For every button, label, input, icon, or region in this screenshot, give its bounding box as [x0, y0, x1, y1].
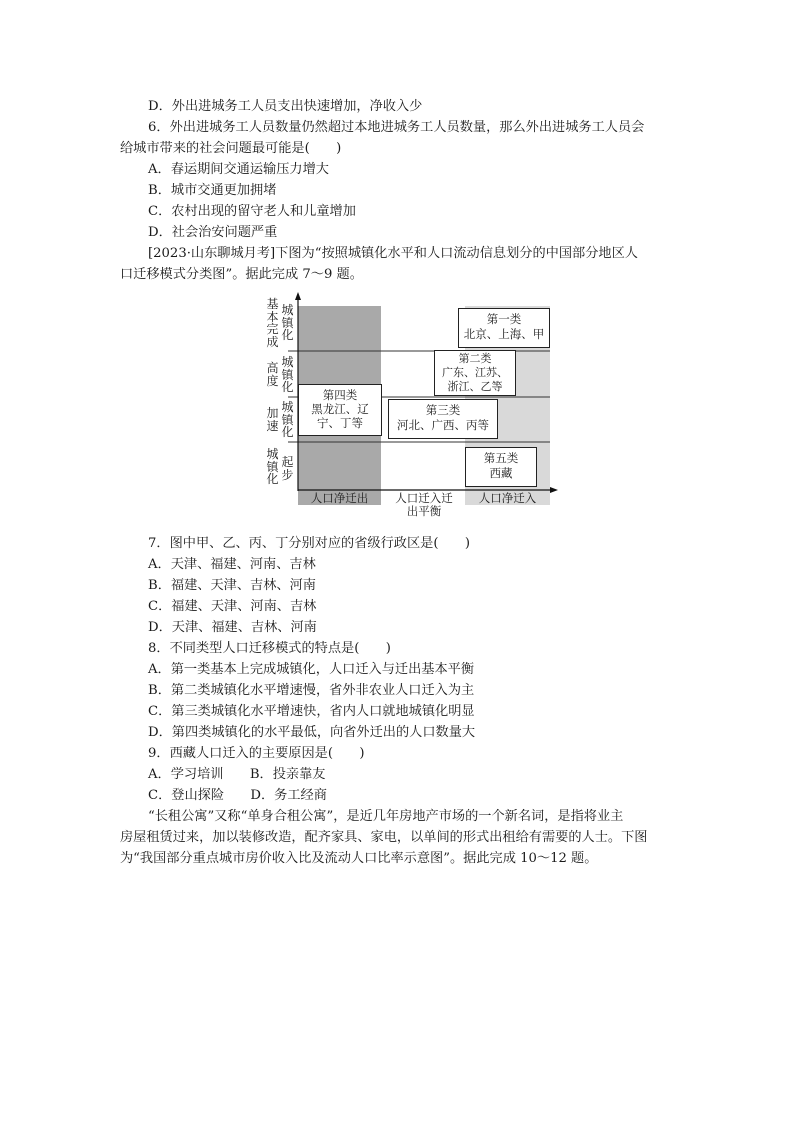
x-axis-arrow — [550, 487, 558, 493]
migration-pattern-diagram — [262, 292, 562, 524]
intro-10-12-cont2: 为“我国部分重点城市房价收入比及流动人口比率示意图”。据此完成 10～12 题。 — [120, 851, 598, 866]
option-c-q7: C．福建、天津、河南、吉林 — [148, 599, 317, 614]
option-c-q6: C．农村出现的留守老人和儿童增加 — [148, 204, 356, 219]
option-a-q6: A．春运期间交通运输压力增大 — [148, 162, 329, 177]
options-cd-q9: C．登山探险 D．务工经商 — [148, 788, 327, 803]
class-2-regions: 广东、江苏、浙江、乙等 — [442, 366, 508, 393]
class-1-box — [458, 308, 550, 348]
option-b-q7: B．福建、天津、吉林、河南 — [148, 578, 316, 593]
ylabel-inner-3: 城镇化 — [281, 400, 294, 439]
intro-10-12: “长租公寓”又称“单身合租公寓”，是近几年房地产市场的一个新名词，是指将业主 — [148, 809, 624, 824]
class-4-regions: 黑龙江、辽宁、丁等 — [311, 402, 369, 430]
ylabel-outer-3: 加速 — [266, 406, 279, 433]
class-5-regions: 西藏 — [489, 466, 513, 480]
option-a-q8: A．第一类基本上完成城镇化，人口迁入与迁出基本平衡 — [148, 662, 475, 677]
ylabel-inner-4: 起步 — [281, 455, 294, 482]
ylabel-outer-1: 基本完成 — [266, 297, 279, 349]
option-d-q6: D．社会治安问题严重 — [148, 225, 278, 240]
option-a-q7: A．天津、福建、河南、吉林 — [148, 557, 316, 572]
option-d-q8: D．第四类城镇化的水平最低，向省外迁出的人口数量大 — [148, 725, 476, 740]
class-3-regions: 河北、广西、丙等 — [397, 418, 489, 432]
question-6-stem-cont: 给城市带来的社会问题最可能是( ) — [120, 141, 342, 156]
options-ab-q9: A．学习培训 B．投亲靠友 — [148, 767, 326, 782]
xlabel-net-outflow: 人口净迁出 — [310, 491, 369, 505]
class-4-box — [298, 384, 382, 436]
option-b-q8: B．第二类城镇化水平增速慢，省外非农业人口迁入为主 — [148, 683, 475, 698]
class-4-title: 第四类 — [322, 388, 358, 402]
option-c-q8: C．第三类城镇化水平增速快，省内人口就地城镇化明显 — [148, 704, 475, 719]
class-1-title: 第一类 — [486, 312, 522, 326]
question-9-stem: 9．西藏人口迁入的主要原因是( ) — [148, 746, 365, 761]
question-7-stem: 7．图中甲、乙、丙、丁分别对应的省级行政区是( ) — [148, 536, 470, 551]
intro-7-9-cont: 口迁移模式分类图”。据此完成 7～9 题。 — [120, 267, 363, 282]
ylabel-inner-2: 城镇化 — [281, 355, 294, 394]
ylabel-inner-1: 城镇化 — [281, 303, 294, 342]
class-5-title: 第五类 — [483, 451, 519, 465]
class-1-regions: 北京、上海、甲 — [463, 327, 545, 341]
xlabel-balanced: 人口迁入迁出平衡 — [395, 491, 453, 518]
class-3-box — [388, 399, 498, 439]
intro-10-12-cont: 房屋租赁过来，加以装修改造，配齐家具、家电，以单间的形式出租给有需要的人士。下图 — [120, 830, 648, 845]
question-8-stem: 8．不同类型人口迁移模式的特点是( ) — [148, 641, 391, 656]
intro-7-9: [2023·山东聊城月考]下图为“按照城镇化水平和人口流动信息划分的中国部分地区人 — [148, 246, 638, 261]
question-6-stem: 6．外出进城务工人员数量仍然超过本地进城务工人员数量，那么外出进城务工人员会 — [148, 120, 645, 135]
class-2-box — [434, 350, 516, 396]
class-5-box — [465, 447, 537, 487]
xlabel-net-inflow: 人口净迁入 — [478, 491, 537, 505]
class-3-title: 第三类 — [425, 403, 461, 417]
class-2-title: 第二类 — [458, 352, 492, 365]
option-d-q5: D．外出进城务工人员支出快速增加，净收入少 — [148, 99, 423, 114]
option-b-q6: B．城市交通更加拥堵 — [148, 183, 277, 198]
ylabel-outer-4: 城镇化 — [266, 447, 279, 486]
ylabel-outer-2: 高度 — [266, 361, 279, 388]
option-d-q7: D．天津、福建、吉林、河南 — [148, 620, 317, 635]
y-axis-arrow — [295, 292, 301, 300]
